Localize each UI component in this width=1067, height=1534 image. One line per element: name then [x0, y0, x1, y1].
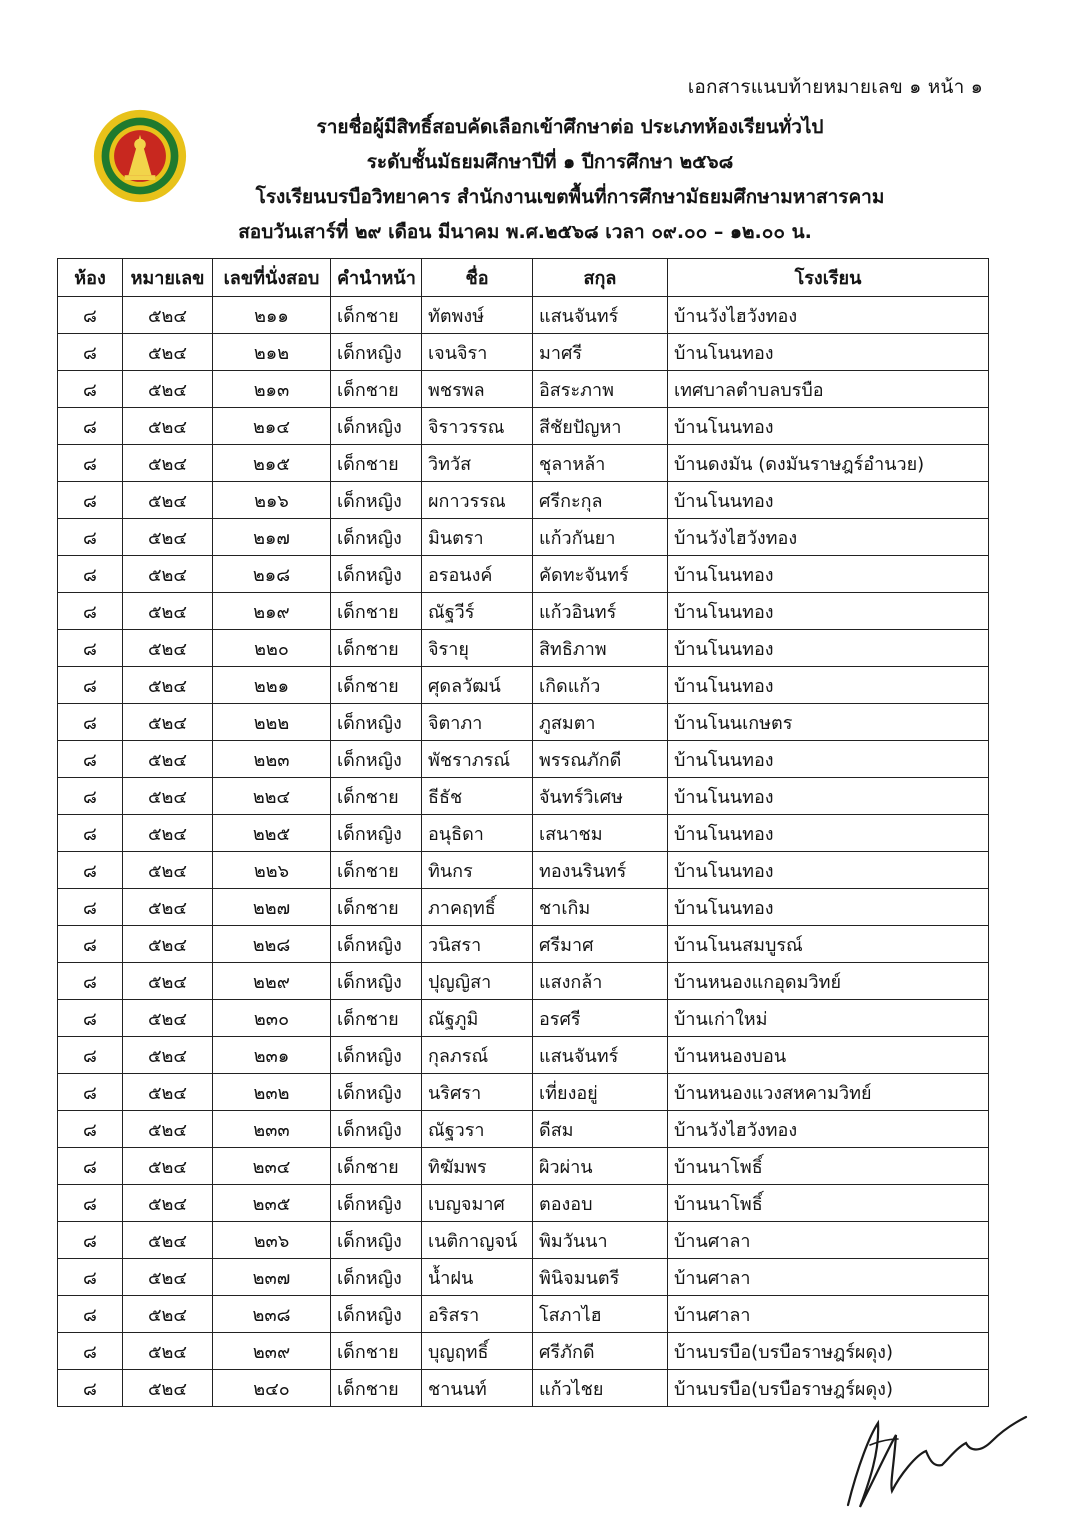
- cell-seat: ๒๔๐: [213, 1370, 331, 1407]
- cell-number: ๕๒๔: [123, 741, 213, 778]
- cell-firstname: น้ำฝน: [422, 1259, 533, 1296]
- cell-firstname: นริศรา: [422, 1074, 533, 1111]
- cell-number: ๕๒๔: [123, 1000, 213, 1037]
- cell-number: ๕๒๔: [123, 556, 213, 593]
- candidate-table: [57, 258, 989, 1407]
- cell-room: ๘: [58, 593, 123, 630]
- cell-school: บ้านโนนทอง: [668, 593, 989, 630]
- cell-lastname: พิมวันนา: [533, 1222, 668, 1259]
- cell-prefix: เด็กหญิง: [331, 1259, 422, 1296]
- cell-school: บ้านหนองบอน: [668, 1037, 989, 1074]
- table-row: [58, 371, 989, 408]
- cell-lastname: พินิจมนตรี: [533, 1259, 668, 1296]
- cell-room: ๘: [58, 1000, 123, 1037]
- cell-room: ๘: [58, 1111, 123, 1148]
- cell-school: บ้านเก่าใหม่: [668, 1000, 989, 1037]
- cell-prefix: เด็กชาย: [331, 667, 422, 704]
- cell-prefix: เด็กชาย: [331, 371, 422, 408]
- table-row: [58, 519, 989, 556]
- cell-seat: ๒๑๕: [213, 445, 331, 482]
- table-row: [58, 815, 989, 852]
- table-row: [58, 482, 989, 519]
- cell-number: ๕๒๔: [123, 1185, 213, 1222]
- cell-seat: ๒๒๖: [213, 852, 331, 889]
- cell-seat: ๒๑๓: [213, 371, 331, 408]
- handwritten-signature-icon: [830, 1395, 1030, 1515]
- cell-number: ๕๒๔: [123, 815, 213, 852]
- table-row: [58, 1185, 989, 1222]
- cell-room: ๘: [58, 408, 123, 445]
- cell-prefix: เด็กชาย: [331, 889, 422, 926]
- cell-room: ๘: [58, 963, 123, 1000]
- cell-room: ๘: [58, 1185, 123, 1222]
- header-exam-date: สอบวันเสาร์ที่ ๒๙ เดือน มีนาคม พ.ศ.๒๕๖๘ เวลา ๐๙.๐๐ – ๑๒.๐๐ น.: [238, 221, 812, 243]
- cell-number: ๕๒๔: [123, 1037, 213, 1074]
- cell-room: ๘: [58, 334, 123, 371]
- table-row: [58, 852, 989, 889]
- cell-number: ๕๒๔: [123, 778, 213, 815]
- cell-number: ๕๒๔: [123, 408, 213, 445]
- cell-school: บ้านโนนทอง: [668, 815, 989, 852]
- table-header-row: [58, 259, 989, 297]
- cell-prefix: เด็กชาย: [331, 1148, 422, 1185]
- cell-school: บ้านโนนสมบูรณ์: [668, 926, 989, 963]
- table-row: [58, 1296, 989, 1333]
- cell-firstname: มินตรา: [422, 519, 533, 556]
- cell-lastname: จันทร์วิเศษ: [533, 778, 668, 815]
- cell-school: บ้านโนนทอง: [668, 741, 989, 778]
- cell-room: ๘: [58, 1074, 123, 1111]
- cell-lastname: เกิดแก้ว: [533, 667, 668, 704]
- cell-seat: ๒๓๓: [213, 1111, 331, 1148]
- cell-school: บ้านวังไฮวังทอง: [668, 1111, 989, 1148]
- cell-school: บ้านดงมัน (ดงมันราษฎร์อำนวย): [668, 445, 989, 482]
- cell-lastname: สีชัยปัญหา: [533, 408, 668, 445]
- cell-room: ๘: [58, 1222, 123, 1259]
- cell-lastname: เที่ยงอยู่: [533, 1074, 668, 1111]
- cell-firstname: ปุญญิสา: [422, 963, 533, 1000]
- cell-prefix: เด็กชาย: [331, 1333, 422, 1370]
- cell-firstname: เนติกาญจน์: [422, 1222, 533, 1259]
- cell-school: เทศบาลตำบลบรบือ: [668, 371, 989, 408]
- cell-room: ๘: [58, 630, 123, 667]
- cell-number: ๕๒๔: [123, 1370, 213, 1407]
- cell-lastname: มาศรี: [533, 334, 668, 371]
- cell-prefix: เด็กชาย: [331, 778, 422, 815]
- cell-school: บ้านโนนเกษตร: [668, 704, 989, 741]
- cell-seat: ๒๒๐: [213, 630, 331, 667]
- cell-school: บ้านวังไฮวังทอง: [668, 519, 989, 556]
- cell-number: ๕๒๔: [123, 334, 213, 371]
- cell-seat: ๒๒๗: [213, 889, 331, 926]
- cell-seat: ๒๑๔: [213, 408, 331, 445]
- cell-prefix: เด็กหญิง: [331, 1037, 422, 1074]
- cell-firstname: อริสรา: [422, 1296, 533, 1333]
- cell-firstname: จิตาภา: [422, 704, 533, 741]
- cell-prefix: เด็กชาย: [331, 1370, 422, 1407]
- cell-seat: ๒๓๒: [213, 1074, 331, 1111]
- cell-room: ๘: [58, 667, 123, 704]
- cell-prefix: เด็กหญิง: [331, 1222, 422, 1259]
- cell-firstname: ทิฆัมพร: [422, 1148, 533, 1185]
- cell-prefix: เด็กหญิง: [331, 1111, 422, 1148]
- cell-school: บ้านศาลา: [668, 1296, 989, 1333]
- cell-seat: ๒๒๕: [213, 815, 331, 852]
- cell-number: ๕๒๔: [123, 889, 213, 926]
- cell-number: ๕๒๔: [123, 1259, 213, 1296]
- cell-firstname: เบญจมาศ: [422, 1185, 533, 1222]
- cell-room: ๘: [58, 889, 123, 926]
- cell-seat: ๒๑๑: [213, 297, 331, 334]
- cell-seat: ๒๑๖: [213, 482, 331, 519]
- cell-school: บ้านโนนทอง: [668, 630, 989, 667]
- cell-lastname: ศรีมาศ: [533, 926, 668, 963]
- table-row: [58, 1111, 989, 1148]
- document-header: [150, 110, 990, 250]
- cell-school: บ้านโนนทอง: [668, 556, 989, 593]
- cell-room: ๘: [58, 519, 123, 556]
- column-header-school: โรงเรียน: [668, 259, 989, 297]
- cell-number: ๕๒๔: [123, 519, 213, 556]
- cell-room: ๘: [58, 852, 123, 889]
- cell-seat: ๒๒๙: [213, 963, 331, 1000]
- cell-firstname: พชรพล: [422, 371, 533, 408]
- table-row: [58, 926, 989, 963]
- cell-lastname: แสงกล้า: [533, 963, 668, 1000]
- cell-school: บ้านโนนทอง: [668, 334, 989, 371]
- cell-room: ๘: [58, 1259, 123, 1296]
- cell-firstname: บุญฤทธิ์: [422, 1333, 533, 1370]
- column-header-room: ห้อง: [58, 259, 123, 297]
- cell-school: บ้านศาลา: [668, 1222, 989, 1259]
- cell-room: ๘: [58, 445, 123, 482]
- table-row: [58, 1259, 989, 1296]
- cell-seat: ๒๑๙: [213, 593, 331, 630]
- cell-school: บ้านโนนทอง: [668, 408, 989, 445]
- cell-number: ๕๒๔: [123, 1222, 213, 1259]
- table-row: [58, 667, 989, 704]
- cell-prefix: เด็กหญิง: [331, 482, 422, 519]
- cell-lastname: สิทธิภาพ: [533, 630, 668, 667]
- cell-number: ๕๒๔: [123, 667, 213, 704]
- cell-firstname: ณัฐวรา: [422, 1111, 533, 1148]
- cell-prefix: เด็กหญิง: [331, 408, 422, 445]
- cell-number: ๕๒๔: [123, 704, 213, 741]
- table-row: [58, 704, 989, 741]
- cell-school: บ้านบรบือ(บรบือราษฎร์ผดุง): [668, 1333, 989, 1370]
- cell-firstname: ภาคฤทธิ์: [422, 889, 533, 926]
- cell-seat: ๒๓๐: [213, 1000, 331, 1037]
- header-school: โรงเรียนบรบือวิทยาคาร สำนักงานเขตพื้นที่การศึกษามัธยมศึกษามหาสารคาม: [255, 186, 885, 208]
- cell-school: บ้านวังไฮวังทอง: [668, 297, 989, 334]
- cell-lastname: เสนาชม: [533, 815, 668, 852]
- cell-prefix: เด็กหญิง: [331, 1296, 422, 1333]
- cell-lastname: แสนจันทร์: [533, 1037, 668, 1074]
- cell-lastname: ภูสมตา: [533, 704, 668, 741]
- cell-lastname: ตองอบ: [533, 1185, 668, 1222]
- column-header-seat: เลขที่นั่งสอบ: [213, 259, 331, 297]
- table-row: [58, 1037, 989, 1074]
- cell-room: ๘: [58, 1333, 123, 1370]
- cell-firstname: วนิสรา: [422, 926, 533, 963]
- cell-room: ๘: [58, 482, 123, 519]
- table-row: [58, 889, 989, 926]
- cell-seat: ๒๒๘: [213, 926, 331, 963]
- cell-firstname: ศุดลวัฒน์: [422, 667, 533, 704]
- cell-seat: ๒๑๗: [213, 519, 331, 556]
- table-row: [58, 334, 989, 371]
- cell-number: ๕๒๔: [123, 1148, 213, 1185]
- cell-prefix: เด็กชาย: [331, 1000, 422, 1037]
- cell-firstname: วิทวัส: [422, 445, 533, 482]
- table-row: [58, 1074, 989, 1111]
- cell-prefix: เด็กหญิง: [331, 1074, 422, 1111]
- table-row: [58, 408, 989, 445]
- cell-number: ๕๒๔: [123, 1333, 213, 1370]
- cell-lastname: อิสระภาพ: [533, 371, 668, 408]
- cell-number: ๕๒๔: [123, 1074, 213, 1111]
- cell-lastname: แสนจันทร์: [533, 297, 668, 334]
- table-row: [58, 778, 989, 815]
- cell-prefix: เด็กหญิง: [331, 556, 422, 593]
- cell-lastname: ชุลาหล้า: [533, 445, 668, 482]
- cell-firstname: ณัฐภูมิ: [422, 1000, 533, 1037]
- cell-prefix: เด็กหญิง: [331, 741, 422, 778]
- cell-school: บ้านโนนทอง: [668, 889, 989, 926]
- cell-room: ๘: [58, 556, 123, 593]
- cell-number: ๕๒๔: [123, 445, 213, 482]
- cell-lastname: พรรณภักดี: [533, 741, 668, 778]
- cell-firstname: กุลภรณ์: [422, 1037, 533, 1074]
- cell-number: ๕๒๔: [123, 371, 213, 408]
- table-row: [58, 297, 989, 334]
- cell-seat: ๒๓๖: [213, 1222, 331, 1259]
- cell-seat: ๒๓๗: [213, 1259, 331, 1296]
- cell-number: ๕๒๔: [123, 482, 213, 519]
- cell-lastname: แก้วกันยา: [533, 519, 668, 556]
- cell-prefix: เด็กหญิง: [331, 963, 422, 1000]
- cell-prefix: เด็กหญิง: [331, 704, 422, 741]
- cell-room: ๘: [58, 1370, 123, 1407]
- cell-room: ๘: [58, 704, 123, 741]
- cell-prefix: เด็กหญิง: [331, 815, 422, 852]
- table-row: [58, 593, 989, 630]
- header-title: รายชื่อผู้มีสิทธิ์สอบคัดเลือกเข้าศึกษาต่อ ประเภทห้องเรียนทั่วไป: [316, 116, 824, 138]
- cell-seat: ๒๒๒: [213, 704, 331, 741]
- cell-firstname: ผกาวรรณ: [422, 482, 533, 519]
- cell-firstname: ณัฐวีร์: [422, 593, 533, 630]
- page-reference: เอกสารแนบท้ายหมายเลข ๑ หน้า ๑: [687, 76, 983, 98]
- cell-prefix: เด็กหญิง: [331, 334, 422, 371]
- cell-number: ๕๒๔: [123, 1111, 213, 1148]
- cell-seat: ๒๑๘: [213, 556, 331, 593]
- cell-firstname: อรอนงค์: [422, 556, 533, 593]
- table-row: [58, 445, 989, 482]
- cell-room: ๘: [58, 371, 123, 408]
- table-row: [58, 1222, 989, 1259]
- cell-school: บ้านหนองแกอุดมวิทย์: [668, 963, 989, 1000]
- cell-school: บ้านบรบือ(บรบือราษฎร์ผดุง): [668, 1370, 989, 1407]
- cell-room: ๘: [58, 297, 123, 334]
- cell-firstname: จิรายุ: [422, 630, 533, 667]
- cell-school: บ้านโนนทอง: [668, 482, 989, 519]
- cell-lastname: ชาเกิม: [533, 889, 668, 926]
- cell-seat: ๒๓๕: [213, 1185, 331, 1222]
- table-row: [58, 556, 989, 593]
- cell-room: ๘: [58, 1296, 123, 1333]
- cell-lastname: คัดทะจันทร์: [533, 556, 668, 593]
- cell-seat: ๒๓๑: [213, 1037, 331, 1074]
- cell-lastname: ศรีกะกุล: [533, 482, 668, 519]
- cell-seat: ๒๒๑: [213, 667, 331, 704]
- cell-firstname: อนุธิดา: [422, 815, 533, 852]
- cell-number: ๕๒๔: [123, 1296, 213, 1333]
- cell-room: ๘: [58, 778, 123, 815]
- cell-firstname: ทัตพงษ์: [422, 297, 533, 334]
- cell-firstname: เจนจิรา: [422, 334, 533, 371]
- cell-number: ๕๒๔: [123, 593, 213, 630]
- cell-school: บ้านนาโพธิ์: [668, 1185, 989, 1222]
- table-row: [58, 1148, 989, 1185]
- cell-number: ๕๒๔: [123, 297, 213, 334]
- cell-number: ๕๒๔: [123, 963, 213, 1000]
- cell-school: บ้านศาลา: [668, 1259, 989, 1296]
- table-row: [58, 741, 989, 778]
- cell-seat: ๒๒๓: [213, 741, 331, 778]
- cell-school: บ้านโนนทอง: [668, 667, 989, 704]
- cell-room: ๘: [58, 926, 123, 963]
- column-header-prefix: คำนำหน้า: [331, 259, 422, 297]
- cell-prefix: เด็กชาย: [331, 297, 422, 334]
- cell-prefix: เด็กหญิง: [331, 926, 422, 963]
- cell-lastname: ศรีภักดี: [533, 1333, 668, 1370]
- cell-firstname: จิราวรรณ: [422, 408, 533, 445]
- cell-prefix: เด็กชาย: [331, 852, 422, 889]
- cell-seat: ๒๒๔: [213, 778, 331, 815]
- cell-room: ๘: [58, 1037, 123, 1074]
- table-row: [58, 1333, 989, 1370]
- column-header-lastname: สกุล: [533, 259, 668, 297]
- cell-seat: ๒๑๒: [213, 334, 331, 371]
- cell-lastname: แก้วไชย: [533, 1370, 668, 1407]
- cell-prefix: เด็กหญิง: [331, 1185, 422, 1222]
- cell-number: ๕๒๔: [123, 630, 213, 667]
- cell-lastname: ทองนรินทร์: [533, 852, 668, 889]
- table-row: [58, 1000, 989, 1037]
- cell-lastname: ดีสม: [533, 1111, 668, 1148]
- cell-firstname: ทินกร: [422, 852, 533, 889]
- cell-firstname: ชานนท์: [422, 1370, 533, 1407]
- column-header-number: หมายเลข: [123, 259, 213, 297]
- column-header-firstname: ชื่อ: [422, 259, 533, 297]
- cell-room: ๘: [58, 1148, 123, 1185]
- table-row: [58, 963, 989, 1000]
- cell-lastname: ผิวผ่าน: [533, 1148, 668, 1185]
- cell-lastname: แก้วอินทร์: [533, 593, 668, 630]
- cell-prefix: เด็กหญิง: [331, 519, 422, 556]
- header-grade-year: ระดับชั้นมัธยมศึกษาปีที่ ๑ ปีการศึกษา ๒๕๖๘: [366, 151, 734, 173]
- cell-school: บ้านโนนทอง: [668, 778, 989, 815]
- cell-seat: ๒๓๙: [213, 1333, 331, 1370]
- cell-lastname: อรศรี: [533, 1000, 668, 1037]
- cell-seat: ๒๓๘: [213, 1296, 331, 1333]
- cell-school: บ้านโนนทอง: [668, 852, 989, 889]
- cell-room: ๘: [58, 741, 123, 778]
- cell-lastname: โสภาไฮ: [533, 1296, 668, 1333]
- cell-firstname: ธีธัช: [422, 778, 533, 815]
- cell-number: ๕๒๔: [123, 926, 213, 963]
- cell-school: บ้านนาโพธิ์: [668, 1148, 989, 1185]
- cell-prefix: เด็กชาย: [331, 593, 422, 630]
- cell-room: ๘: [58, 815, 123, 852]
- table-row: [58, 630, 989, 667]
- cell-school: บ้านหนองแวงสหคามวิทย์: [668, 1074, 989, 1111]
- cell-number: ๕๒๔: [123, 852, 213, 889]
- cell-firstname: พัชราภรณ์: [422, 741, 533, 778]
- cell-prefix: เด็กชาย: [331, 445, 422, 482]
- cell-prefix: เด็กชาย: [331, 630, 422, 667]
- cell-seat: ๒๓๔: [213, 1148, 331, 1185]
